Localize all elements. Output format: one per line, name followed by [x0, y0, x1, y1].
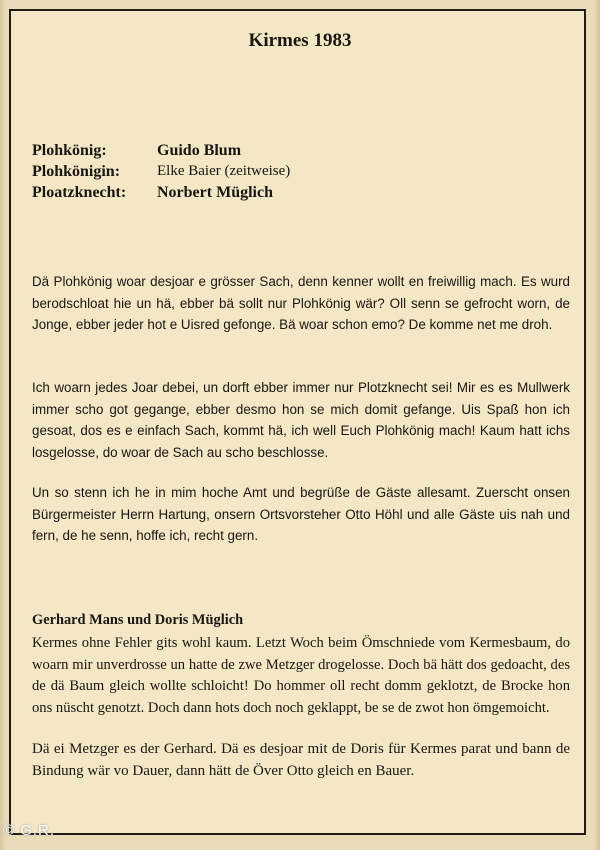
- role-row: [32, 142, 290, 163]
- document-title: Kirmes 1983: [248, 30, 352, 51]
- closing-text: Dä ei Metzger es der Gerhard. Dä es desjoar mit de Doris für Kermes parat und bann de Bindung wär vo Dauer, dann hätt de Över Otto gleich en Bauer.: [32, 741, 570, 779]
- role-row: [32, 184, 290, 205]
- role-label: Ploatzknecht:: [32, 184, 127, 201]
- role-value: Elke Baier (zeitweise): [157, 163, 291, 179]
- paragraph-2: Ich woarn jedes Joar debei, un dorft ebber immer nur Plotzknecht sei! Mir es es Mullwerk immer scho got gegange, ebber desmo hon se mich domit gefange. Uis Spaß hon ich gesoat, dos es e einfach Sach, kommt hä, ich well Euch Plohkönig mach! Kaum hatt ichs losgelosse, do woar de Sach au scho beschlosse.: [32, 380, 570, 460]
- copyright-watermark: © G.R.: [3, 822, 56, 839]
- role-row: [32, 163, 290, 184]
- role-label: Plohkönigin:: [32, 163, 121, 180]
- paragraph-3: Un so stenn ich he in mim hoche Amt und begrüße de Gäste allesamt. Zuerscht onsen Bürgermeister Herrn Hartung, onsern Ortsvorsteher Otto Höhl und alle Gäste uis nah und fern, de he senn, hoffe ich, recht gern.: [32, 485, 570, 543]
- section-text: Kermes ohne Fehler gits wohl kaum. Letzt Woch beim Ömschniede vom Kermesbaum, do woarn mir unverdrosse un hatte de zwe Metzger drogelosse. Doch bä hätt dos gedoacht, des de dä Baum gleich wollte schloicht! Do hommer oll recht domm geklotzt, de Brocke hon ons nüscht genotzt. Doch dann hots doch noch geklappt, be se de zwot hon ömgemoicht.: [32, 635, 570, 716]
- paragraph-1: Dä Plohkönig woar desjoar e grösser Sach, denn kenner wollt en freiwillig mach. Es wurd berodschloat hie un hä, ebber bä sollt nur Plohkönig wär? Oll senn se gefrocht worn, de Jonge, ebber jeder hot e Uisred gefonge. Bä woar schon emo? De komme net me droh.: [32, 274, 570, 332]
- role-value: Guido Blum: [157, 142, 242, 159]
- role-label: Plohkönig:: [32, 142, 107, 159]
- role-list: [32, 142, 290, 205]
- role-value: Norbert Müglich: [157, 184, 273, 201]
- section-heading: Gerhard Mans und Doris Müglich: [32, 612, 244, 628]
